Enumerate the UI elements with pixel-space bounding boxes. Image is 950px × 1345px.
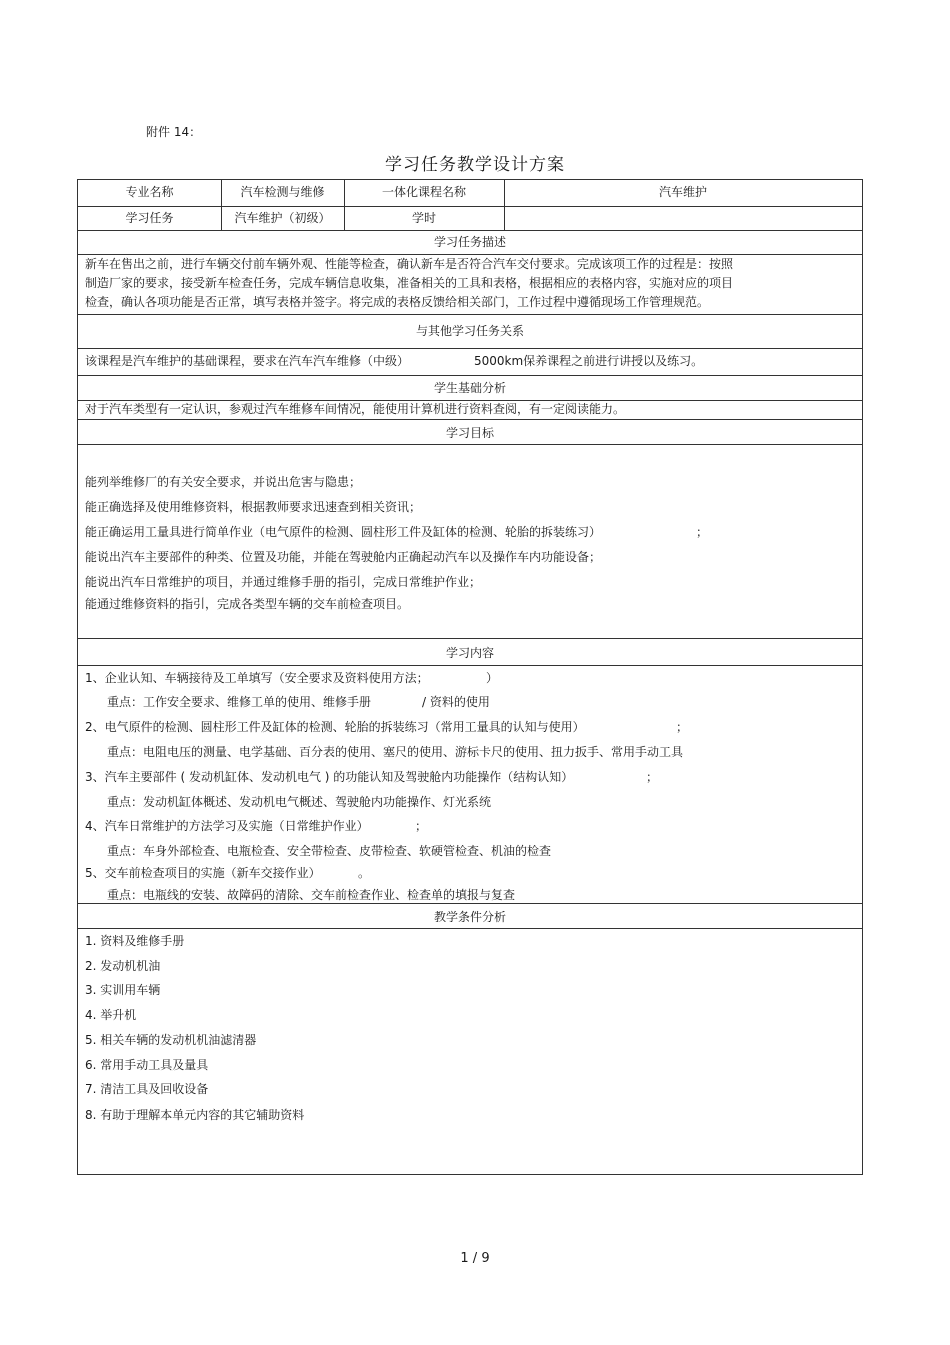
rule — [78, 928, 862, 929]
hours-value — [504, 206, 862, 230]
section-heading-goals: 学习目标 — [445, 426, 494, 440]
relation-line: 该课程是汽车维护的基础课程，要求在汽车汽车维修（中级） — [85, 354, 410, 368]
rule — [78, 230, 862, 231]
rule — [78, 314, 862, 315]
condition-item: 6. 常用手动工具及量具 — [85, 1058, 209, 1072]
major-value: 汽车检测与维修 — [240, 185, 325, 199]
content-keypoint: 重点：车身外部检查、电瓶检查、安全带检查、皮带检查、软硬管检查、机油的检查 — [107, 844, 552, 858]
rule — [78, 444, 862, 445]
hours-label: 学时 — [411, 211, 436, 225]
content-keypoint: 重点：发动机缸体概述、发动机电气概述、驾驶舱内功能操作、灯光系统 — [107, 795, 492, 809]
page-number: 1 / 9 — [460, 1251, 490, 1266]
content-item: 4、汽车日常维护的方法学习及实施（日常维护作业） — [85, 819, 369, 833]
content-item: 5、交车前检查项目的实施（新车交接作业） — [85, 866, 321, 880]
condition-item: 5. 相关车辆的发动机机油滤清器 — [85, 1033, 257, 1047]
section-heading-relation: 与其他学习任务关系 — [415, 324, 524, 338]
goal-item: 能说出汽车主要部件的种类、位置及功能，并能在驾驶舱内正确起动汽车以及操作车内功能设备； — [85, 550, 602, 564]
goal-item: 能正确运用工量具进行简单作业（电气原件的检测、圆柱形工件及缸体的检测、轮胎的拆装练习） — [85, 525, 602, 539]
description-line: 检查，确认各项功能是否正常，填写表格并签字。将完成的表格反馈给相关部门，工作过程中遵循现场工作管理规范。 — [85, 295, 710, 309]
course-value: 汽车维护 — [658, 185, 707, 199]
major-label: 专业名称 — [125, 185, 174, 199]
attachment-label: 附件 14： — [146, 125, 202, 139]
section-heading-description: 学习任务描述 — [433, 235, 506, 249]
goal-item: 能通过维修资料的指引，完成各类型车辆的交车前检查项目。 — [85, 597, 410, 611]
content-keypoint: 重点：工作安全要求、维修工单的使用、维修手册 — [107, 695, 372, 709]
section-heading-content: 学习内容 — [445, 646, 494, 660]
goal-item-tail: ； — [696, 525, 709, 539]
condition-item: 8. 有助于理解本单元内容的其它辅助资料 — [85, 1108, 305, 1122]
description-line: 制造厂家的要求，接受新车检查任务，完成车辆信息收集，准备相关的工具和表格，根据相应的表格内容，实施对应的项目 — [85, 276, 734, 290]
condition-item: 2. 发动机机油 — [85, 959, 161, 973]
rule — [78, 419, 862, 420]
task-value: 汽车维护（初级） — [234, 211, 331, 225]
goal-item: 能列举维修厂的有关安全要求，并说出危害与隐患； — [85, 475, 362, 489]
rule — [78, 903, 862, 904]
content-item-tail: ； — [415, 819, 428, 833]
description-line: 新车在售出之前，进行车辆交付前车辆外观、性能等检查，确认新车是否符合汽车交付要求。完成该项工作的过程是：按照 — [85, 257, 734, 271]
condition-item: 1. 资料及维修手册 — [85, 934, 185, 948]
content-item: 1、企业认知、车辆接待及工单填写（安全要求及资料使用方法； — [85, 671, 429, 685]
task-label: 学习任务 — [125, 211, 174, 225]
rule — [78, 348, 862, 349]
design-plan-table — [77, 179, 863, 1175]
course-label: 一体化课程名称 — [381, 185, 466, 199]
condition-item: 3. 实训用车辆 — [85, 983, 161, 997]
relation-line-continuation: 5000km保养课程之前进行讲授以及练习。 — [474, 354, 704, 368]
content-item: 2、电气原件的检测、圆柱形工件及缸体的检测、轮胎的拆装练习（常用工量具的认知与使用） — [85, 720, 585, 734]
rule — [78, 638, 862, 639]
content-keypoint-continuation: / 资料的使用 — [422, 695, 490, 709]
section-heading-conditions: 教学条件分析 — [433, 910, 506, 924]
content-keypoint: 重点：电瓶线的安装、故障码的清除、交车前检查作业、检查单的填报与复查 — [107, 888, 516, 902]
content-item-tail: ） — [486, 671, 499, 685]
content-item-tail: 。 — [358, 866, 371, 880]
goal-item: 能说出汽车日常维护的项目，并通过维修手册的指引，完成日常维护作业； — [85, 575, 482, 589]
document-title: 学习任务教学设计方案 — [385, 155, 565, 175]
rule — [78, 665, 862, 666]
goal-item: 能正确选择及使用维修资料，根据教师要求迅速查到相关资讯； — [85, 500, 422, 514]
content-item: 3、汽车主要部件 ( 发动机缸体、发动机电气 ) 的功能认知及驾驶舱内功能操作（结构认知） — [85, 770, 574, 784]
section-heading-students: 学生基础分析 — [433, 381, 506, 395]
condition-item: 7. 清洁工具及回收设备 — [85, 1082, 209, 1096]
students-line: 对于汽车类型有一定认识，参观过汽车维修车间情况，能使用计算机进行资料查阅，有一定阅读能力。 — [85, 402, 626, 416]
content-item-tail: ； — [676, 720, 689, 734]
condition-item: 4. 举升机 — [85, 1008, 137, 1022]
rule — [78, 375, 862, 376]
content-item-tail: ； — [646, 770, 659, 784]
content-keypoint: 重点：电阻电压的测量、电学基础、百分表的使用、塞尺的使用、游标卡尺的使用、扭力扳手、常用手动工具 — [107, 745, 684, 759]
